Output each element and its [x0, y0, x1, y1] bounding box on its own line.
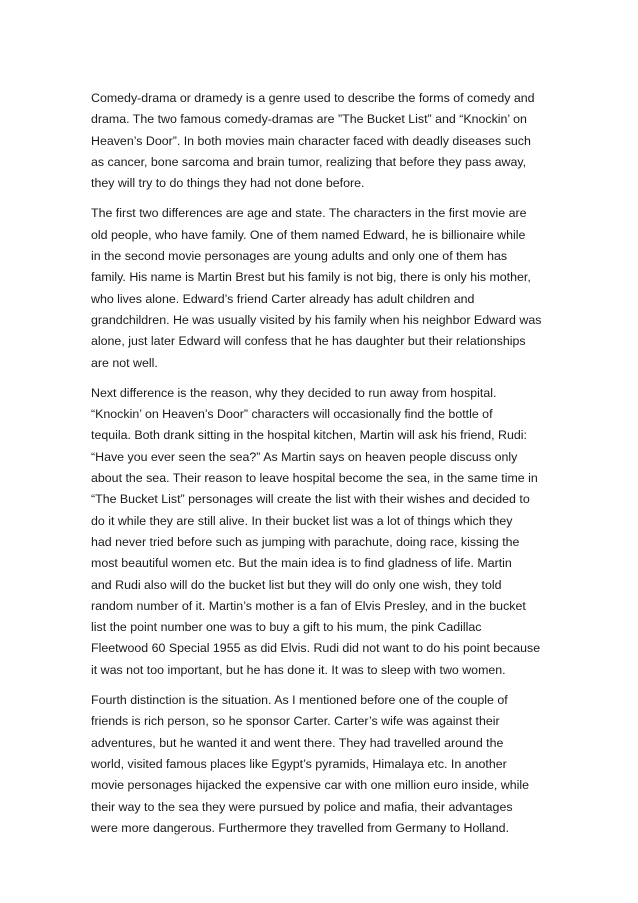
text-line: as cancer, bone sarcoma and brain tumor, realizing that before they pass away,	[91, 154, 527, 169]
text-line: friends is rich person, so he sponsor Carter. Carter’s wife was against their	[91, 714, 500, 729]
text-line: who lives alone. Edward’s friend Carter already has adult children and	[91, 291, 475, 306]
text-line: Heaven’s Door”. In both movies main character faced with deadly diseases such	[91, 133, 531, 148]
text-line: drama. The two famous comedy-dramas are ”The Bucket List” and “Knockin’ on	[91, 112, 527, 127]
text-line: “The Bucket List” personages will create the list with their wishes and decided to	[91, 492, 530, 507]
text-line: The first two differences are age and state. The characters in the first movie are	[91, 206, 527, 221]
paragraph-2	[91, 203, 591, 373]
text-line: were more dangerous. Furthermore they travelled from Germany to Holland.	[91, 820, 510, 835]
text-line: list the point number one was to buy a gift to his mum, the pink Cadillac	[91, 620, 482, 635]
text-line: Next difference is the reason, why they decided to run away from hospital.	[91, 385, 497, 400]
text-line: alone, just later Edward will confess that he has daughter but their relationships	[91, 334, 526, 349]
text-line: grandchildren. He was usually visited by his family when his neighbor Edward was	[91, 312, 542, 327]
text-line: old people, who have family. One of them named Edward, he is billionaire while	[91, 227, 526, 242]
text-line: tequila. Both drank sitting in the hospital kitchen, Martin will ask his friend, Rudi:	[91, 428, 527, 443]
text-line: about the sea. Their reason to leave hospital become the sea, in the same time in	[91, 471, 538, 486]
text-line: “Have you ever seen the sea?” As Martin says on heaven people discuss only	[91, 449, 518, 464]
text-line: it was not too important, but he has done it. It was to sleep with two women.	[91, 662, 506, 677]
text-line: had never tried before such as jumping with parachute, doing race, kissing the	[91, 534, 520, 549]
text-line: world, visited famous places like Egypt’s pyramids, Himalaya etc. In another	[91, 756, 507, 771]
paragraph-4	[91, 690, 591, 839]
text-line: movie personages hijacked the expensive car with one million euro inside, while	[91, 778, 530, 793]
paragraph-3	[91, 383, 591, 681]
paragraph-1	[91, 88, 591, 194]
text-line: they will try to do things they had not done before.	[91, 176, 365, 191]
text-line: family. His name is Martin Brest but his family is not big, there is only his mother,	[91, 270, 531, 285]
text-line: adventures, but he wanted it and went there. They had travelled around the	[91, 735, 504, 750]
text-line: Fourth distinction is the situation. As I mentioned before one of the couple of	[91, 693, 508, 708]
document-body	[91, 88, 591, 848]
text-line: “Knockin’ on Heaven’s Door” characters will occasionally find the bottle of	[91, 407, 493, 422]
text-line: and Rudi also will do the bucket list but they will do only one wish, they told	[91, 577, 502, 592]
text-line: their way to the sea they were pursued by police and mafia, their advantages	[91, 799, 513, 814]
text-line: Fleetwood 60 Special 1955 as did Elvis. Rudi did not want to do his point because	[91, 641, 541, 656]
text-line: do it while they are still alive. In their bucket list was a lot of things which they	[91, 513, 513, 528]
text-line: most beautiful women etc. But the main idea is to find gladness of life. Martin	[91, 556, 512, 571]
text-line: Comedy-drama or dramedy is a genre used to describe the forms of comedy and	[91, 91, 535, 105]
text-line: in the second movie personages are young adults and only one of them has	[91, 249, 508, 264]
text-line: random number of it. Martin’s mother is a fan of Elvis Presley, and in the bucket	[91, 598, 526, 613]
text-line: are not well.	[91, 355, 158, 370]
